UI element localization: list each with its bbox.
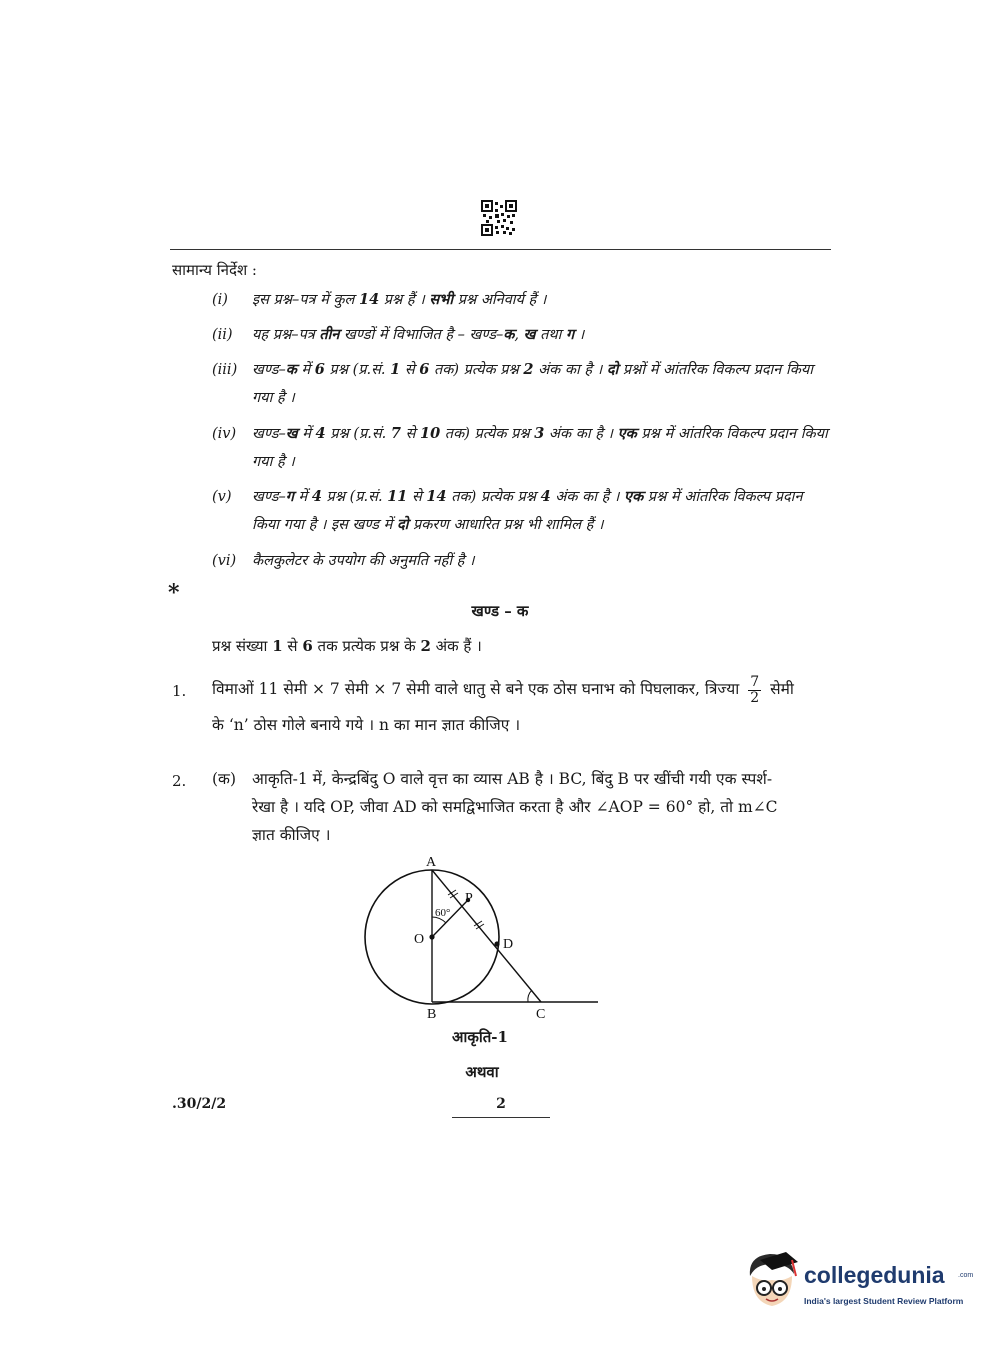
point-d <box>494 941 499 946</box>
question-2-line-2: रेखा है । यदि OP, जीवा AD को समद्विभाजित करता है और ∠AOP = 60° हो, तो m∠C <box>252 798 778 816</box>
instruction-text: खण्ड–क में 6 प्रश्न (प्र.सं. 1 से 6 तक) प्रत्येक प्रश्न 2 अंक का है । दो प्रश्नों में आंतरिक विकल्प प्रदान किया गया है । <box>252 361 814 406</box>
or-label: अथवा <box>465 1063 499 1081</box>
brand-tagline: India's largest Student Review Platform <box>804 1296 964 1306</box>
brand-name: collegedunia <box>804 1262 945 1288</box>
instruction-number: (ii) <box>212 327 233 343</box>
figure-1-diagram <box>350 850 610 1030</box>
label-a: A <box>426 855 437 870</box>
section-title: खण्ड – क <box>471 602 529 620</box>
label-p: P <box>465 891 473 906</box>
qr-code-icon <box>481 200 517 236</box>
instruction-number: (iv) <box>212 426 237 442</box>
label-o: O <box>414 932 425 947</box>
point-o <box>429 934 434 939</box>
instruction-text: यह प्रश्न–पत्र तीन खण्डों में विभाजित है – खण्ड–क, ख तथा ग । <box>252 326 585 343</box>
question-1-line-1 <box>212 674 812 706</box>
instruction-number: (vi) <box>212 553 237 569</box>
label-angle: 60° <box>435 907 451 919</box>
fraction-numerator: 7 <box>750 673 760 690</box>
instruction-number: (iii) <box>212 362 238 378</box>
question-part-label: (क) <box>212 770 236 788</box>
instruction-text: इस प्रश्न–पत्र में कुल 14 प्रश्न हैं । सभी प्रश्न अनिवार्य हैं । <box>252 291 547 308</box>
instruction-text: कैलकुलेटर के उपयोग की अनुमति नहीं है । <box>252 553 475 569</box>
paper-code: .30/2/2 <box>172 1096 227 1112</box>
question-number: 1. <box>172 682 187 700</box>
star-mark: * <box>168 580 180 606</box>
page-number-rule <box>452 1117 550 1118</box>
header-rule <box>170 249 831 250</box>
instruction-number: (v) <box>212 489 232 505</box>
fraction-denominator: 2 <box>750 689 760 706</box>
figure-caption: आकृति-1 <box>452 1028 508 1046</box>
angle-arc-c <box>528 990 532 1002</box>
question-number: 2. <box>172 772 187 790</box>
instruction-number: (i) <box>212 292 228 308</box>
question-1-text: विमाओं 11 सेमी × 7 सेमी × 7 सेमी वाले धातु से बने एक ठोस घनाभ को पिघलाकर, त्रिज्या <box>212 680 740 698</box>
question-2-line-3: ज्ञात कीजिए । <box>252 826 331 844</box>
question-1-unit: सेमी <box>770 680 794 698</box>
brand-tld: .com <box>958 1272 974 1279</box>
question-2-line-1: आकृति-1 में, केन्द्रबिंदु O वाले वृत्त का व्यास AB है । BC, बिंदु B पर खींची गयी एक स्पर्श- <box>252 770 773 788</box>
instruction-text: खण्ड–ख में 4 प्रश्न (प्र.सं. 7 से 10 तक) प्रत्येक प्रश्न 3 अंक का है । एक प्रश्न में आंतरिक विकल्प प्रदान किया गया है । <box>252 425 828 470</box>
label-c: C <box>536 1007 546 1022</box>
brand-logo <box>742 1250 982 1320</box>
fraction <box>748 675 761 706</box>
label-d: D <box>503 937 514 952</box>
brand-mascot-icon <box>742 1250 802 1312</box>
question-1-line-2: के ‘n’ ठोस गोले बनाये गये । n का मान ज्ञात कीजिए । <box>212 716 521 734</box>
instructions-heading: सामान्य निर्देश : <box>172 261 257 279</box>
instruction-text: खण्ड–ग में 4 प्रश्न (प्र.सं. 11 से 14 तक) प्रत्येक प्रश्न 4 अंक का है । एक प्रश्न में आंतरिक विकल्प प्रदान किया गया है । इस खण्ड में दो प्रकरण आधारित प्रश्न भी शामिल हैं । <box>252 488 803 533</box>
section-marks-line: प्रश्न संख्या 1 से 6 तक प्रत्येक प्रश्न के 2 अंक हैं । <box>212 637 482 655</box>
page-number: 2 <box>496 1096 506 1112</box>
label-b: B <box>427 1007 437 1022</box>
line-ac <box>432 870 541 1002</box>
